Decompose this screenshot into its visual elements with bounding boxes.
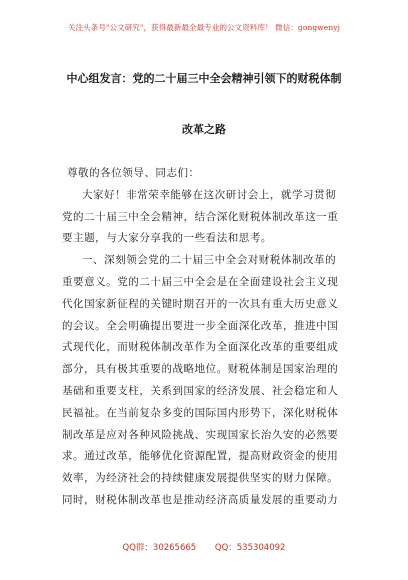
paragraph-line: 代化国家新征程的关键时期召开的一次具有重大历史意义: [62, 297, 339, 310]
paragraph-line: 求。通过改革，能够优化资源配置，提高财政资金的使用: [62, 450, 339, 463]
header-banner: 关注头条号"公文研究"，获得最新最全最专业的公文资料库！ 微信：gongwenyj: [67, 23, 341, 32]
paragraph-line: 党的二十届三中全会精神，结合深化财税体制改革这一重: [62, 210, 339, 223]
paragraph-line: 要主题，与大家分享我的一些看法和思考。: [62, 232, 272, 245]
qq-group-number: QQ群：30265665: [122, 543, 197, 553]
paragraph-line: 民福祉。在当前复杂多变的国际国内形势下，深化财税体: [62, 406, 339, 419]
paragraph-line: 效率，为经济社会的持续健康发展提供坚实的财力保障。: [62, 472, 339, 485]
footer-contact: [0, 541, 408, 553]
paragraph-line: 基础和重要支柱，关系到国家的经济发展、社会稳定和人: [62, 384, 339, 397]
salutation: 尊敬的各位领导、同志们：: [67, 167, 200, 179]
paragraph-line: 一、深刻领会党的二十届三中全会对财税体制改革的: [82, 254, 337, 267]
paragraph-line: 同时，财税体制改革也是推动经济高质量发展的重要动力: [62, 493, 339, 506]
paragraph-line: 式现代化，而财税体制改革作为全面深化改革的重要组成: [62, 341, 339, 354]
paragraph-line: 重要意义。党的二十届三中全会是在全面建设社会主义现: [62, 275, 339, 288]
paragraph-line: 制改革是应对各种风险挑战、实现国家长治久安的必然要: [62, 428, 339, 441]
document-body: [62, 163, 358, 512]
document-title: 中心组发言：党的二十届三中全会精神引领下的财税体制: [66, 72, 342, 85]
paragraph-line: 的会议。全会明确提出要进一步全面深化改革，推进中国: [62, 319, 339, 332]
qq-number: QQ：535304092: [214, 543, 286, 553]
document-title-continued: 改革之路: [182, 123, 226, 136]
paragraph-line: 大家好！非常荣幸能够在这次研讨会上，就学习贯彻: [82, 188, 337, 201]
paragraph-line: 部分，具有极其重要的战略地位。财税体制是国家治理的: [62, 363, 339, 376]
